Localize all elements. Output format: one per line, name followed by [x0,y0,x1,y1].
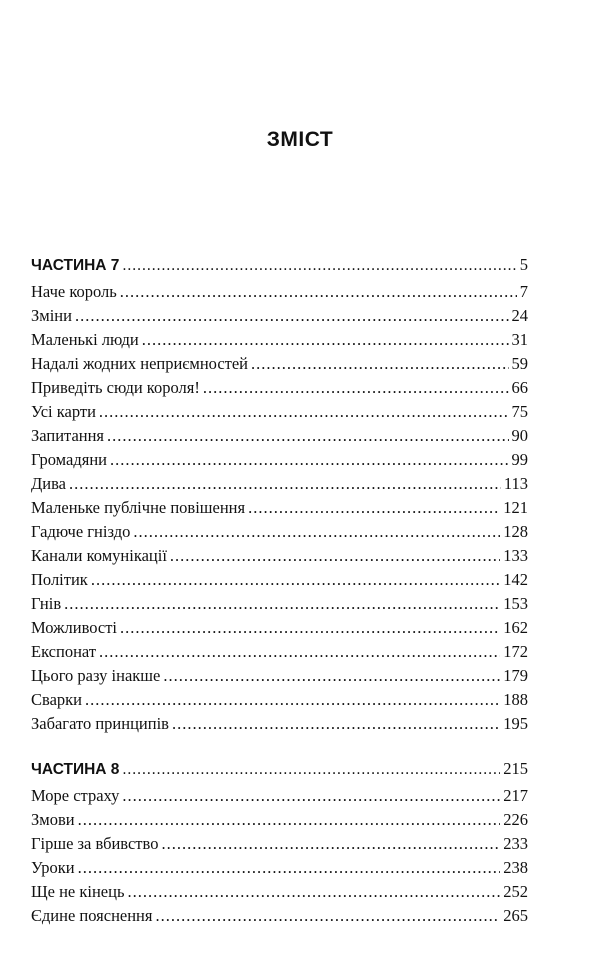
toc-entry-title: Єдине пояснення [31,906,153,925]
toc-entry-title: Канали комунікації [31,546,167,565]
toc-entry-page-number: 7 [519,282,528,301]
dot-leader [142,328,509,352]
toc-entry-page-number: 188 [503,690,528,709]
toc-entry-title: Цього разу інакше [31,666,161,685]
toc-entry-page-number: 99 [511,450,528,469]
dot-leader [248,496,500,520]
toc-entry[interactable] [31,304,528,328]
dot-leader [99,640,500,664]
toc-entry-title: Гадюче гніздо [31,522,131,541]
dot-leader [163,664,500,688]
toc-entry-title: Політик [31,570,88,589]
toc-part-page-number: 215 [503,759,528,778]
toc-entry[interactable] [31,328,528,352]
dot-leader [75,304,509,328]
dot-leader [99,400,509,424]
toc-entry-title: Ще не кінець [31,882,125,901]
dot-leader [122,251,516,281]
toc-entry-page-number: 226 [503,810,528,829]
toc-entry-page-number: 121 [503,498,528,517]
toc-entry-title: Громадяни [31,450,107,469]
toc-chapter-list [31,280,528,736]
dot-leader [69,472,501,496]
dot-leader [172,712,500,736]
toc-entry[interactable] [31,448,528,472]
toc-entry[interactable] [31,568,528,592]
toc-part-heading[interactable] [31,754,528,784]
dot-leader [127,880,500,904]
toc-entry-title: Можливості [31,618,118,637]
toc-entry-page-number: 217 [503,786,528,805]
toc-entry[interactable] [31,832,528,856]
toc-entry-title: Маленькі люди [31,330,139,349]
toc-entry[interactable] [31,472,528,496]
toc-entry[interactable] [31,376,528,400]
toc-entry-title: Дива [31,474,66,493]
toc-entry-page-number: 66 [511,378,528,397]
toc-entry[interactable] [31,640,528,664]
toc-entry[interactable] [31,400,528,424]
dot-leader [122,755,500,785]
toc-entry-title: Гірше за вбивство [31,834,159,853]
page-title: ЗМІСТ [266,128,334,151]
toc-entry-page-number: 265 [503,906,528,925]
toc-entry-title: Забагато принципів [31,714,169,733]
toc-entry-page-number: 24 [511,306,528,325]
toc-entry[interactable] [31,544,528,568]
dot-leader [91,568,500,592]
toc-entry-page-number: 142 [503,570,528,589]
toc-entry[interactable] [31,616,528,640]
toc-entry-title: Сварки [31,690,82,709]
toc-entry-title: Приведіть сюди короля! [31,378,200,397]
toc-part-heading[interactable] [31,250,528,280]
toc-entry[interactable] [31,592,528,616]
toc-part-page-number: 5 [519,255,528,274]
toc-section-part-8 [31,754,528,928]
dot-leader [78,856,501,880]
dot-leader [133,520,500,544]
toc-entry-page-number: 59 [511,354,528,373]
toc-entry[interactable] [31,856,528,880]
toc-entry[interactable] [31,808,528,832]
toc-entry-title: Запитання [31,426,105,445]
toc-section-part-7 [31,250,528,736]
toc-entry-page-number: 128 [503,522,528,541]
toc-entry[interactable] [31,496,528,520]
toc-entry-page-number: 31 [511,330,528,349]
toc-chapter-list [31,784,528,928]
dot-leader [120,280,517,304]
dot-leader [64,592,500,616]
toc-entry-title: Змови [31,810,75,829]
toc-entry-title: Усі карти [31,402,96,421]
dot-leader [78,808,501,832]
toc-entry-page-number: 252 [503,882,528,901]
dot-leader [203,376,509,400]
dot-leader [85,688,500,712]
toc-entry-title: Експонат [31,642,97,661]
dot-leader [122,784,500,808]
toc-entry-page-number: 113 [503,474,528,493]
toc-entry-title: Наче король [31,282,117,301]
dot-leader [110,448,509,472]
toc-entry-page-number: 133 [503,546,528,565]
toc-entry[interactable] [31,904,528,928]
toc-entry-page-number: 172 [503,642,528,661]
dot-leader [107,424,508,448]
toc-entry[interactable] [31,424,528,448]
toc-entry-page-number: 238 [503,858,528,877]
toc-entry-page-number: 90 [511,426,528,445]
toc-entry-page-number: 179 [503,666,528,685]
toc-entry-title: Маленьке публічне повішення [31,498,246,517]
dot-leader [251,352,508,376]
toc-entry[interactable] [31,352,528,376]
toc-entry[interactable] [31,880,528,904]
toc-entry-page-number: 162 [503,618,528,637]
dot-leader [155,904,500,928]
toc-entry-title: Уроки [31,858,75,877]
toc-entry-title: Надалі жодних неприємностей [31,354,249,373]
toc-entry[interactable] [31,664,528,688]
toc-entry[interactable] [31,784,528,808]
dot-leader [120,616,500,640]
toc-entry-page-number: 233 [503,834,528,853]
toc-entry-page-number: 195 [503,714,528,733]
toc-entry-page-number: 153 [503,594,528,613]
toc-entry-page-number: 75 [511,402,528,421]
toc-entry[interactable] [31,520,528,544]
toc-entry-title: Зміни [31,306,72,325]
toc-entry[interactable] [31,712,528,736]
toc-part-label: ЧАСТИНА 7 [31,257,120,274]
toc-entry[interactable] [31,688,528,712]
toc-entry-title: Море страху [31,786,120,805]
toc-entry-title: Гнів [31,594,62,613]
toc-entry[interactable] [31,280,528,304]
toc-part-label: ЧАСТИНА 8 [31,761,120,778]
dot-leader [170,544,500,568]
dot-leader [161,832,500,856]
